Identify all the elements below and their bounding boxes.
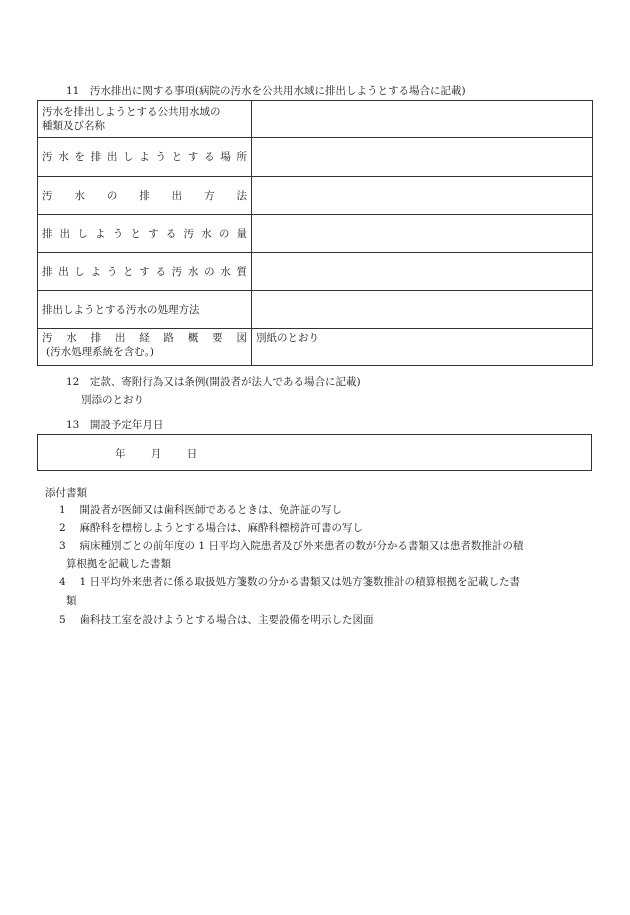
item-text: 開設者が医師又は歯科医師であるときは、免許証の写し xyxy=(79,504,343,516)
attachment-item-continued: 類 xyxy=(66,595,77,607)
discharge-method-value xyxy=(252,177,593,215)
water-body-value xyxy=(252,101,593,138)
item-text: 麻酔科を標榜しようとする場合は、麻酔科標榜許可書の写し xyxy=(79,522,364,534)
section11-heading: 11 汚水排出に関する事項(病院の汚水を公共用水域に排出しようとする場合に記載) xyxy=(66,85,466,97)
label-text: 排出しようとする汚水の処理方法 xyxy=(42,303,200,316)
item-number: 2 xyxy=(59,522,66,534)
table-row xyxy=(38,138,593,177)
item-text: 歯科技工室を設けようとする場合は、主要設備を明示した図面 xyxy=(79,614,374,626)
item-number: 5 xyxy=(59,614,66,626)
row-label-discharge-method xyxy=(38,177,252,215)
label-text: 排出しようとする汚水の水質 xyxy=(42,265,247,278)
attachment-item xyxy=(59,521,363,535)
attachment-item xyxy=(59,575,520,589)
label-text: 汚水を排出しようとする場所 xyxy=(42,151,247,163)
row-label-water-quality xyxy=(38,253,252,291)
treatment-method-value xyxy=(252,291,593,329)
date-labels xyxy=(115,446,219,461)
sewage-table xyxy=(37,100,593,366)
item-number: 1 xyxy=(59,504,66,516)
item-text: 病床種別ごとの前年度の 1 日平均入院患者及び外来患者の数が分かる書類又は患者数推計の積 xyxy=(79,540,524,552)
attachment-item xyxy=(59,613,374,627)
label-line: 汚 水 排 出 経 路 概 要 図 xyxy=(42,332,247,344)
label-text: 排出しようとする汚水の量 xyxy=(42,227,247,240)
item-number: 3 xyxy=(59,540,66,552)
year-label: 年 xyxy=(115,448,126,460)
route-diagram-value: 別紙のとおり xyxy=(252,329,593,366)
sewage-amount-value xyxy=(252,215,593,253)
attachment-item xyxy=(59,539,523,553)
label-line: 種類及び名称 xyxy=(42,120,105,132)
day-label: 日 xyxy=(186,448,198,460)
table-row xyxy=(38,101,593,138)
table-row xyxy=(38,329,593,366)
section13-heading: 13 開設予定年月日 xyxy=(66,419,164,431)
row-label-water-body xyxy=(38,101,252,138)
item-number: 4 xyxy=(59,576,66,588)
attachments-heading: 添付書類 xyxy=(45,487,87,499)
label-line: 汚水を排出しようとする公共用水域の xyxy=(42,106,221,118)
row-label-sewage-amount xyxy=(38,215,252,253)
discharge-place-value xyxy=(252,138,593,177)
label-line: (汚水処理系統を含む。) xyxy=(46,346,154,358)
row-label-route-diagram xyxy=(38,329,252,366)
attachment-item-continued: 算根拠を記載した書類 xyxy=(66,558,171,570)
attachment-item xyxy=(59,503,342,517)
section12-value: 別添のとおり xyxy=(81,394,144,406)
table-row xyxy=(38,291,593,329)
month-label: 月 xyxy=(150,448,162,460)
table-row xyxy=(38,215,593,253)
water-quality-value xyxy=(252,253,593,291)
row-label-treatment-method xyxy=(38,291,252,329)
table-row xyxy=(38,177,593,215)
section12-heading: 12 定款、寄附行為又は条例(開設者が法人である場合に記載) xyxy=(66,376,361,388)
table-row xyxy=(38,253,593,291)
label-text: 汚 水 の 排 出 方 法 xyxy=(42,189,247,202)
row-label-discharge-place xyxy=(38,138,252,177)
item-text: 1 日平均外来患者に係る取扱処方箋数の分かる書類又は処方箋数推計の積算根拠を記載した書 xyxy=(79,576,521,588)
opening-date-box xyxy=(37,434,592,471)
